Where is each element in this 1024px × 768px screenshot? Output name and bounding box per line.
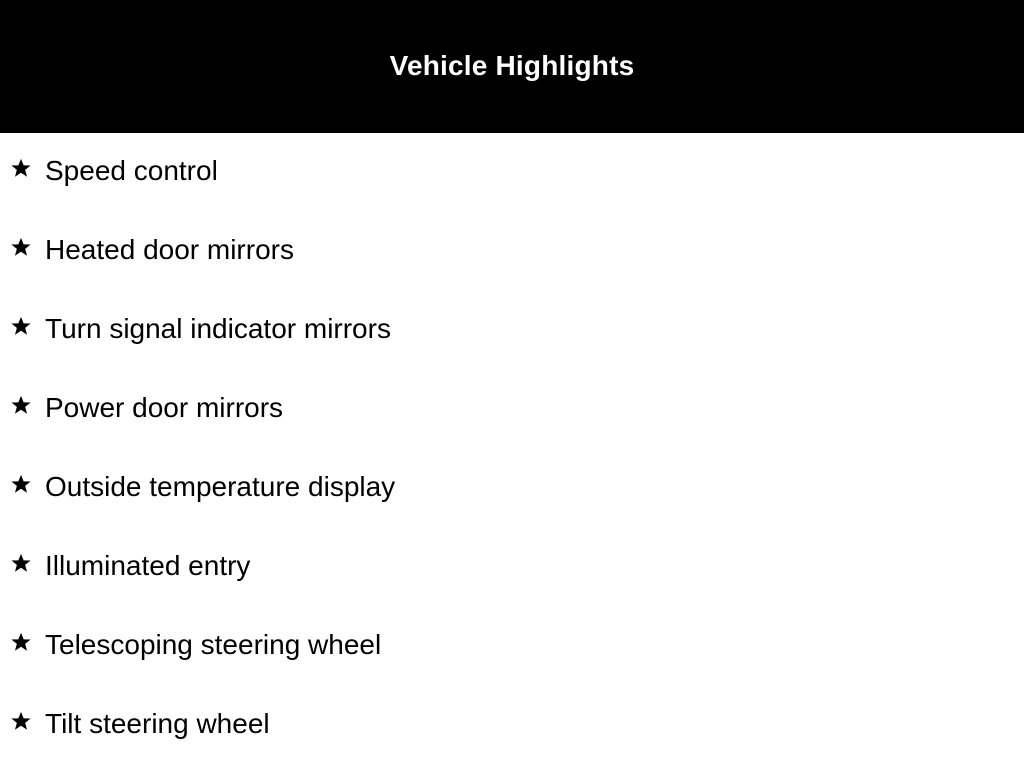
list-item — [0, 607, 1024, 686]
header-bar — [0, 0, 1024, 133]
star-icon — [10, 631, 32, 653]
list-item-label: Illuminated entry — [45, 550, 251, 581]
list-item-label: Telescoping steering wheel — [45, 629, 382, 660]
star-icon — [10, 394, 32, 416]
list-item-label: Heated door mirrors — [45, 234, 294, 265]
list-item-label: Outside temperature display — [45, 471, 396, 502]
star-icon — [10, 473, 32, 495]
list-item — [0, 528, 1024, 607]
star-icon — [10, 236, 32, 258]
list-item-label: Power door mirrors — [45, 392, 284, 423]
star-icon — [10, 710, 32, 732]
list-item — [0, 212, 1024, 291]
star-icon — [10, 552, 32, 574]
list-item — [0, 449, 1024, 528]
list-item — [0, 370, 1024, 449]
list-item-label: Tilt steering wheel — [45, 708, 270, 739]
star-icon — [10, 315, 32, 337]
list-item-label: Speed control — [45, 155, 218, 186]
list-item-label: Turn signal indicator mirrors — [45, 313, 391, 344]
highlights-list — [0, 133, 1024, 765]
list-item — [0, 686, 1024, 765]
star-icon — [10, 157, 32, 179]
list-item — [0, 133, 1024, 212]
list-item — [0, 291, 1024, 370]
page-title: Vehicle Highlights — [389, 49, 635, 81]
